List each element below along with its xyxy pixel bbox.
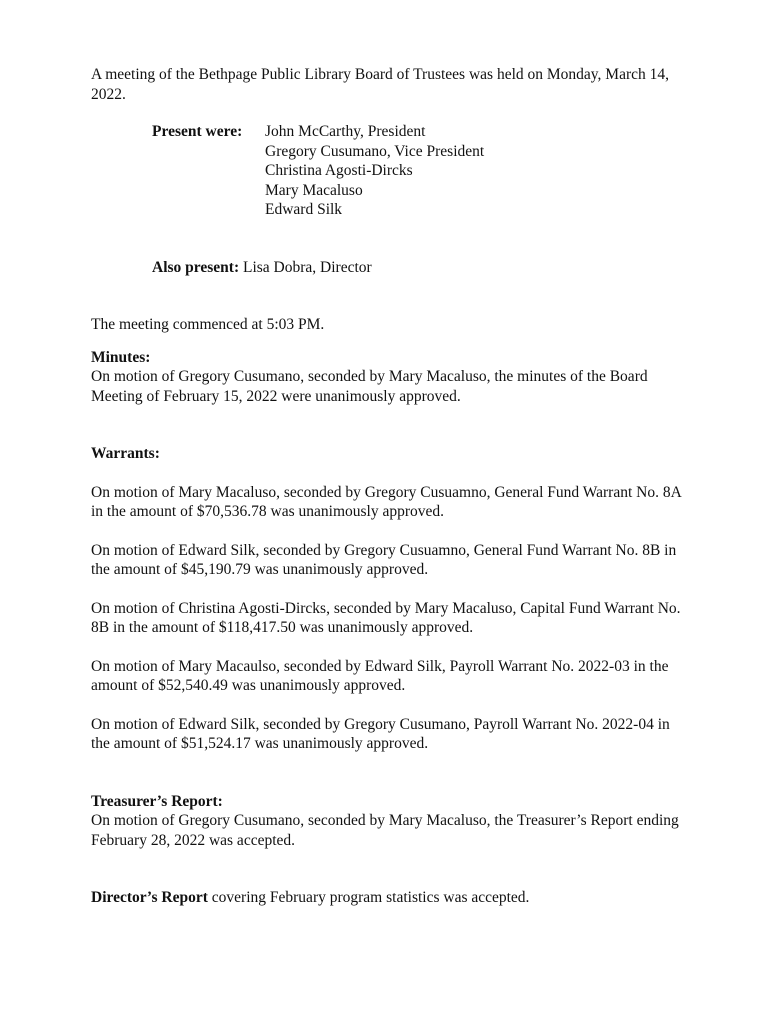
- also-present-value: Lisa Dobra, Director: [243, 258, 372, 276]
- minutes-section: [91, 348, 691, 407]
- meeting-intro: A meeting of the Bethpage Public Library Board of Trustees was held on Monday, March 14, 2022.: [91, 66, 669, 103]
- warrant-item: On motion of Christina Agosti-Dircks, seconded by Mary Macaluso, Capital Fund Warrant No. 8B in the amount of $118,417.50 was unanimously approved.: [91, 599, 681, 636]
- warrants-section: [91, 444, 691, 754]
- treasurer-section: [91, 792, 691, 851]
- warrant-item: On motion of Mary Macaluso, seconded by Gregory Cusuamno, General Fund Warrant No. 8A in the amount of $70,536.78 was unanimously approved.: [91, 483, 681, 520]
- warrant-item: On motion of Edward Silk, seconded by Gregory Cusumano, Payroll Warrant No. 2022-04 in the amount of $51,524.17 was unanimously approved.: [91, 715, 670, 752]
- attendee-name: Edward Silk: [265, 201, 343, 218]
- treasurer-text: On motion of Gregory Cusumano, seconded by Mary Macaluso, the Treasurer’s Report ending February 28, 2022 was accepted.: [91, 812, 679, 849]
- present-block: [152, 122, 691, 220]
- minutes-title: Minutes:: [91, 348, 151, 366]
- warrants-title: Warrants:: [91, 445, 160, 462]
- warrant-item: On motion of Mary Macaulso, seconded by Edward Silk, Payroll Warrant No. 2022-03 in the amount of $52,540.49 was unanimously approved.: [91, 657, 669, 694]
- attendee-name: Christina Agosti-Dircks: [265, 162, 413, 179]
- present-names: [265, 122, 484, 220]
- present-label: Present were:: [152, 123, 243, 140]
- also-present-label: Also present:: [152, 258, 240, 276]
- director-title: Director’s Report: [91, 889, 208, 906]
- meeting-commenced: The meeting commenced at 5:03 PM.: [91, 316, 325, 333]
- attendee-name: John McCarthy, President: [265, 123, 426, 140]
- attendee-name: Gregory Cusumano, Vice President: [265, 142, 485, 160]
- document-page: [91, 65, 691, 908]
- director-text: covering February program statistics was accepted.: [207, 889, 530, 906]
- director-report: [91, 888, 691, 908]
- minutes-text: On motion of Gregory Cusumano, seconded by Mary Macaluso, the minutes of the Board Meeting of February 15, 2022 were unanimously approved.: [91, 368, 648, 405]
- also-present: [152, 258, 691, 278]
- attendee-name: Mary Macaluso: [265, 181, 363, 199]
- treasurer-title: Treasurer’s Report:: [91, 792, 223, 810]
- warrant-item: On motion of Edward Silk, seconded by Gregory Cusuamno, General Fund Warrant No. 8B in the amount of $45,190.79 was unanimously approved.: [91, 541, 677, 578]
